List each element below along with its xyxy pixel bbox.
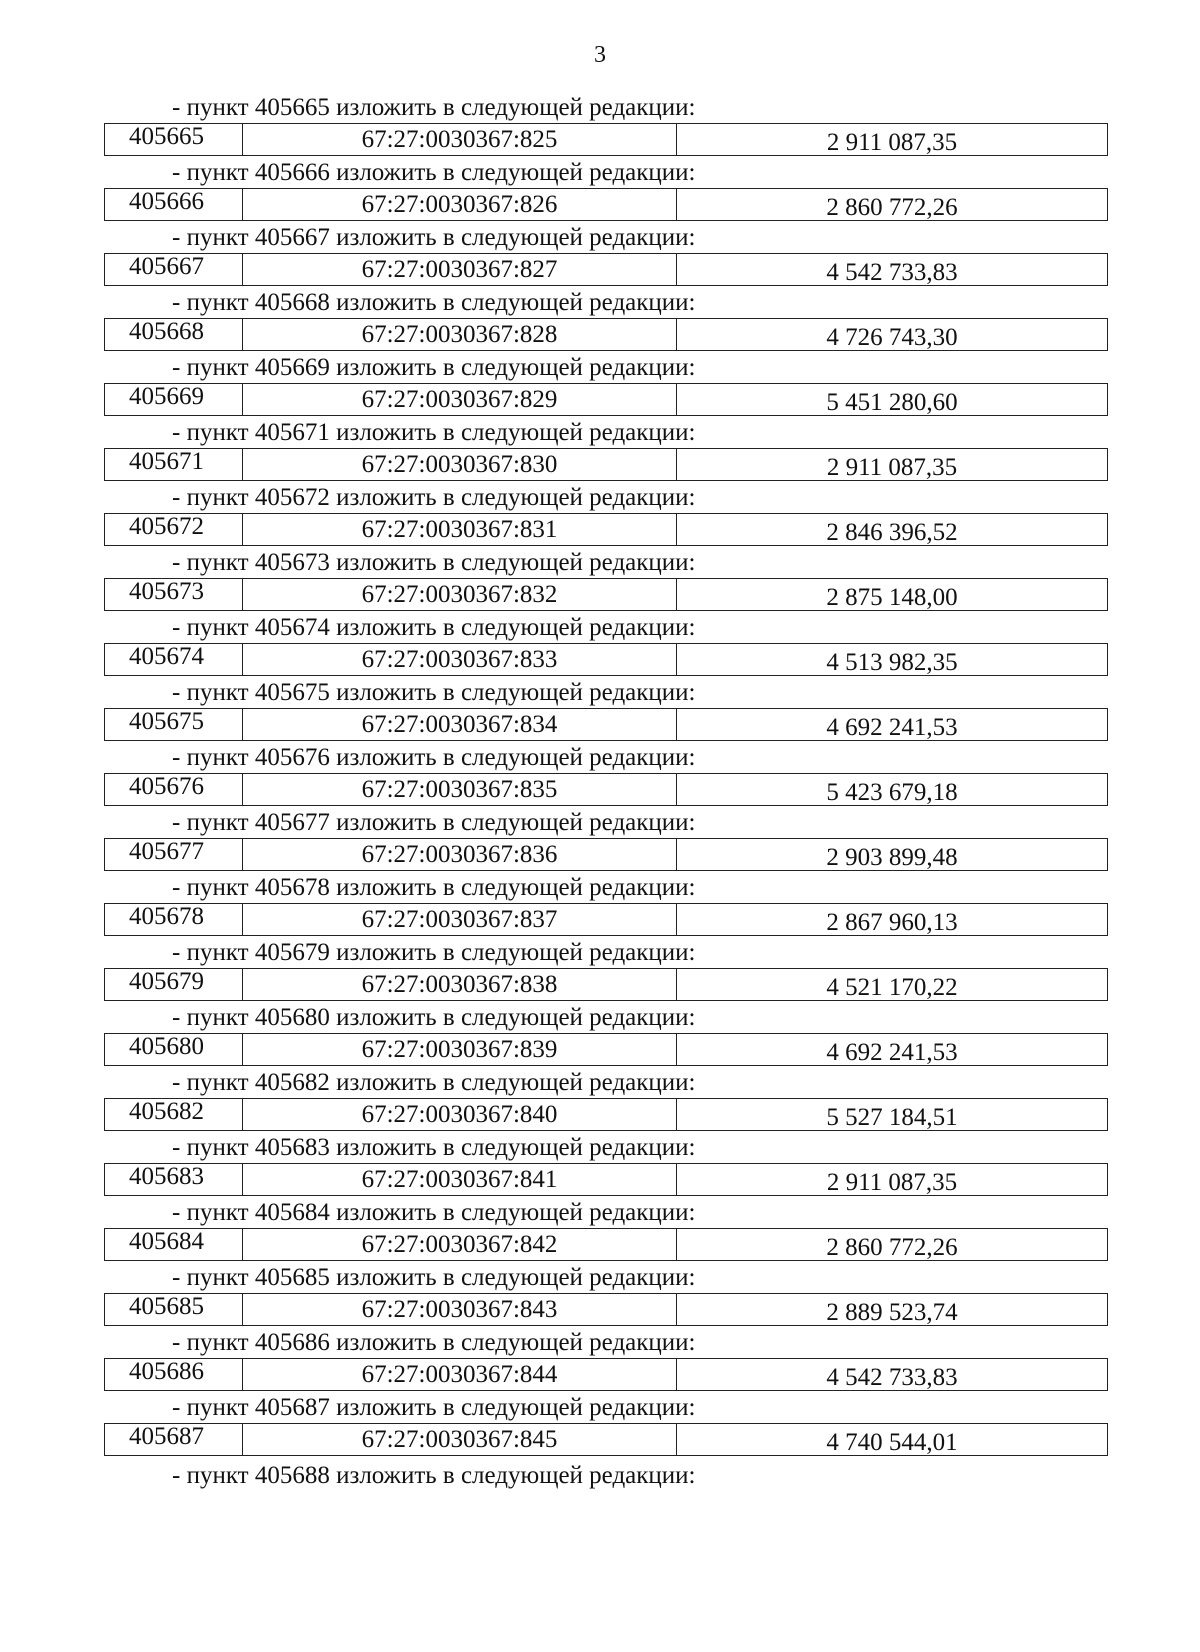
cadastral-number-cell <box>243 1034 677 1065</box>
cadastral-number: 67:27:0030367:827 <box>361 256 558 283</box>
amendment-entry <box>104 1133 1108 1198</box>
point-number-cell <box>105 579 243 610</box>
amendment-instruction: - пункт 405673 изложить в следующей редакции: <box>172 549 696 576</box>
cadastral-value-cell <box>677 189 1107 220</box>
point-number-cell <box>105 1164 243 1195</box>
point-number: 405672 <box>129 513 204 540</box>
point-number: 405682 <box>129 1098 204 1125</box>
point-number-cell <box>105 1229 243 1260</box>
cadastral-value: 2 846 396,52 <box>826 519 958 546</box>
amendment-entry <box>104 548 1108 613</box>
point-number-cell <box>105 904 243 935</box>
amendment-entry <box>104 613 1108 678</box>
amendment-instruction: - пункт 405684 изложить в следующей редакции: <box>172 1199 696 1226</box>
cadastral-number: 67:27:0030367:836 <box>361 841 558 868</box>
table-row <box>104 1163 1108 1196</box>
table-row <box>104 383 1108 416</box>
amendment-entry <box>104 1198 1108 1263</box>
table-row <box>104 123 1108 156</box>
cadastral-number: 67:27:0030367:834 <box>361 711 558 738</box>
table-row <box>104 253 1108 286</box>
cadastral-value-cell <box>677 449 1107 480</box>
cadastral-number-cell <box>243 449 677 480</box>
cadastral-number-cell <box>243 189 677 220</box>
amendment-instruction: - пункт 405685 изложить в следующей редакции: <box>172 1264 696 1291</box>
cadastral-number-cell <box>243 1164 677 1195</box>
table-row <box>104 708 1108 741</box>
cadastral-number-cell <box>243 969 677 1000</box>
cadastral-number: 67:27:0030367:839 <box>361 1036 558 1063</box>
amendment-instruction-last: - пункт 405688 изложить в следующей редакции: <box>172 1462 696 1489</box>
cadastral-value: 2 911 087,35 <box>826 1169 958 1196</box>
cadastral-value-cell <box>677 514 1107 545</box>
amendment-instruction: - пункт 405687 изложить в следующей редакции: <box>172 1394 696 1421</box>
amendment-entry <box>104 1068 1108 1133</box>
cadastral-value-cell <box>677 124 1107 155</box>
table-row <box>104 968 1108 1001</box>
cadastral-value-cell <box>677 319 1107 350</box>
cadastral-number: 67:27:0030367:840 <box>361 1101 558 1128</box>
cadastral-value-cell <box>677 384 1107 415</box>
amendment-entry <box>104 93 1108 158</box>
cadastral-number-cell <box>243 1359 677 1390</box>
point-number-cell <box>105 254 243 285</box>
amendment-instruction: - пункт 405678 изложить в следующей редакции: <box>172 874 696 901</box>
amendment-instruction: - пункт 405668 изложить в следующей редакции: <box>172 289 696 316</box>
point-number-cell <box>105 319 243 350</box>
amendment-instruction: - пункт 405679 изложить в следующей редакции: <box>172 939 696 966</box>
cadastral-number: 67:27:0030367:825 <box>361 126 558 153</box>
point-number-cell <box>105 1099 243 1130</box>
point-number: 405680 <box>129 1033 204 1060</box>
cadastral-value: 4 513 982,35 <box>826 649 958 676</box>
point-number-cell <box>105 124 243 155</box>
cadastral-number: 67:27:0030367:833 <box>361 646 558 673</box>
point-number: 405667 <box>129 253 204 280</box>
point-number: 405669 <box>129 383 204 410</box>
point-number-cell <box>105 644 243 675</box>
cadastral-value-cell <box>677 709 1107 740</box>
point-number: 405684 <box>129 1228 204 1255</box>
cadastral-value-cell <box>677 1164 1107 1195</box>
point-number: 405686 <box>129 1358 204 1385</box>
point-number: 405675 <box>129 708 204 735</box>
cadastral-value-cell <box>677 774 1107 805</box>
cadastral-value: 2 911 087,35 <box>826 129 958 156</box>
cadastral-value: 2 889 523,74 <box>826 1299 958 1326</box>
amendment-instruction: - пункт 405686 изложить в следующей редакции: <box>172 1329 696 1356</box>
amendment-entry <box>104 678 1108 743</box>
cadastral-number: 67:27:0030367:828 <box>361 321 558 348</box>
amendment-instruction: - пункт 405667 изложить в следующей редакции: <box>172 224 696 251</box>
cadastral-number: 67:27:0030367:843 <box>361 1296 558 1323</box>
cadastral-number-cell <box>243 1099 677 1130</box>
amendment-instruction: - пункт 405669 изложить в следующей редакции: <box>172 354 696 381</box>
cadastral-value: 2 860 772,26 <box>826 1234 958 1261</box>
point-number: 405683 <box>129 1163 204 1190</box>
cadastral-number: 67:27:0030367:835 <box>361 776 558 803</box>
cadastral-number-cell <box>243 319 677 350</box>
cadastral-value: 4 740 544,01 <box>826 1429 958 1456</box>
cadastral-number: 67:27:0030367:844 <box>361 1361 558 1388</box>
cadastral-number: 67:27:0030367:830 <box>361 451 558 478</box>
page-number: 3 <box>594 42 606 68</box>
point-number-cell <box>105 449 243 480</box>
table-row <box>104 1358 1108 1391</box>
amendment-entry <box>104 743 1108 808</box>
cadastral-number-cell <box>243 254 677 285</box>
table-row <box>104 1228 1108 1261</box>
cadastral-number: 67:27:0030367:841 <box>361 1166 558 1193</box>
amendment-entry <box>104 158 1108 223</box>
point-number: 405678 <box>129 903 204 930</box>
point-number-cell <box>105 384 243 415</box>
cadastral-number-cell <box>243 384 677 415</box>
point-number: 405668 <box>129 318 204 345</box>
amendment-entry <box>104 288 1108 353</box>
amendment-instruction: - пункт 405666 изложить в следующей редакции: <box>172 159 696 186</box>
cadastral-number: 67:27:0030367:826 <box>361 191 558 218</box>
table-row <box>104 903 1108 936</box>
cadastral-value: 2 860 772,26 <box>826 194 958 221</box>
cadastral-number-cell <box>243 904 677 935</box>
table-row <box>104 318 1108 351</box>
amendment-entry <box>104 938 1108 1003</box>
point-number-cell <box>105 189 243 220</box>
cadastral-value: 4 692 241,53 <box>826 1039 958 1066</box>
amendment-instruction: - пункт 405675 изложить в следующей редакции: <box>172 679 696 706</box>
point-number: 405665 <box>129 123 204 150</box>
amendment-entry <box>104 1263 1108 1328</box>
amendment-entry <box>104 1393 1108 1458</box>
cadastral-number-cell <box>243 514 677 545</box>
cadastral-number-cell <box>243 1424 677 1455</box>
cadastral-number-cell <box>243 579 677 610</box>
cadastral-number-cell <box>243 709 677 740</box>
cadastral-value-cell <box>677 1229 1107 1260</box>
cadastral-number: 67:27:0030367:838 <box>361 971 558 998</box>
table-row <box>104 578 1108 611</box>
cadastral-value: 5 451 280,60 <box>826 389 958 416</box>
cadastral-number: 67:27:0030367:829 <box>361 386 558 413</box>
point-number-cell <box>105 709 243 740</box>
point-number: 405687 <box>129 1423 204 1450</box>
cadastral-number-cell <box>243 124 677 155</box>
cadastral-value-cell <box>677 579 1107 610</box>
amendment-entry <box>104 808 1108 873</box>
point-number: 405679 <box>129 968 204 995</box>
amendment-entry <box>104 418 1108 483</box>
point-number-cell <box>105 839 243 870</box>
amendment-entry <box>104 353 1108 418</box>
cadastral-number-cell <box>243 839 677 870</box>
cadastral-number: 67:27:0030367:845 <box>361 1426 558 1453</box>
cadastral-number-cell <box>243 1294 677 1325</box>
point-number-cell <box>105 1359 243 1390</box>
cadastral-number: 67:27:0030367:837 <box>361 906 558 933</box>
cadastral-value-cell <box>677 1034 1107 1065</box>
cadastral-value-cell <box>677 1359 1107 1390</box>
amendment-list <box>104 93 1108 1458</box>
amendment-entry <box>104 873 1108 938</box>
amendment-instruction: - пункт 405680 изложить в следующей редакции: <box>172 1004 696 1031</box>
point-number-cell <box>105 1424 243 1455</box>
cadastral-value-cell <box>677 1294 1107 1325</box>
amendment-instruction: - пункт 405677 изложить в следующей редакции: <box>172 809 696 836</box>
cadastral-value: 5 423 679,18 <box>826 779 958 806</box>
table-row <box>104 1293 1108 1326</box>
table-row <box>104 643 1108 676</box>
cadastral-number: 67:27:0030367:831 <box>361 516 558 543</box>
amendment-instruction: - пункт 405672 изложить в следующей редакции: <box>172 484 696 511</box>
point-number-cell <box>105 774 243 805</box>
cadastral-value-cell <box>677 644 1107 675</box>
cadastral-value: 4 542 733,83 <box>826 259 958 286</box>
cadastral-number-cell <box>243 774 677 805</box>
cadastral-value-cell <box>677 254 1107 285</box>
table-row <box>104 188 1108 221</box>
table-row <box>104 1033 1108 1066</box>
amendment-entry <box>104 1003 1108 1068</box>
cadastral-value: 2 867 960,13 <box>826 909 958 936</box>
cadastral-value: 2 911 087,35 <box>826 454 958 481</box>
point-number-cell <box>105 969 243 1000</box>
table-row <box>104 1098 1108 1131</box>
cadastral-value-cell <box>677 969 1107 1000</box>
point-number: 405685 <box>129 1293 204 1320</box>
cadastral-number: 67:27:0030367:832 <box>361 581 558 608</box>
cadastral-value: 4 521 170,22 <box>826 974 958 1001</box>
point-number: 405674 <box>129 643 204 670</box>
table-row <box>104 838 1108 871</box>
table-row <box>104 1423 1108 1456</box>
amendment-instruction: - пункт 405674 изложить в следующей редакции: <box>172 614 696 641</box>
amendment-entry <box>104 1328 1108 1393</box>
point-number: 405666 <box>129 188 204 215</box>
cadastral-value: 4 726 743,30 <box>826 324 958 351</box>
cadastral-value-cell <box>677 839 1107 870</box>
cadastral-value-cell <box>677 1099 1107 1130</box>
amendment-entry <box>104 223 1108 288</box>
cadastral-value-cell <box>677 1424 1107 1455</box>
amendment-instruction: - пункт 405683 изложить в следующей редакции: <box>172 1134 696 1161</box>
amendment-entry <box>104 483 1108 548</box>
amendment-instruction: - пункт 405671 изложить в следующей редакции: <box>172 419 696 446</box>
amendment-instruction: - пункт 405665 изложить в следующей редакции: <box>172 94 696 121</box>
table-row <box>104 513 1108 546</box>
point-number: 405676 <box>129 773 204 800</box>
cadastral-number-cell <box>243 1229 677 1260</box>
cadastral-value: 4 692 241,53 <box>826 714 958 741</box>
point-number-cell <box>105 1294 243 1325</box>
amendment-instruction: - пункт 405676 изложить в следующей редакции: <box>172 744 696 771</box>
table-row <box>104 448 1108 481</box>
point-number-cell <box>105 1034 243 1065</box>
point-number: 405673 <box>129 578 204 605</box>
amendment-instruction: - пункт 405682 изложить в следующей редакции: <box>172 1069 696 1096</box>
cadastral-number: 67:27:0030367:842 <box>361 1231 558 1258</box>
cadastral-number-cell <box>243 644 677 675</box>
point-number-cell <box>105 514 243 545</box>
cadastral-value: 2 903 899,48 <box>826 844 958 871</box>
cadastral-value-cell <box>677 904 1107 935</box>
table-row <box>104 773 1108 806</box>
cadastral-value: 4 542 733,83 <box>826 1364 958 1391</box>
point-number: 405671 <box>129 448 204 475</box>
cadastral-value: 5 527 184,51 <box>826 1104 958 1131</box>
cadastral-value: 2 875 148,00 <box>826 584 958 611</box>
point-number: 405677 <box>129 838 204 865</box>
